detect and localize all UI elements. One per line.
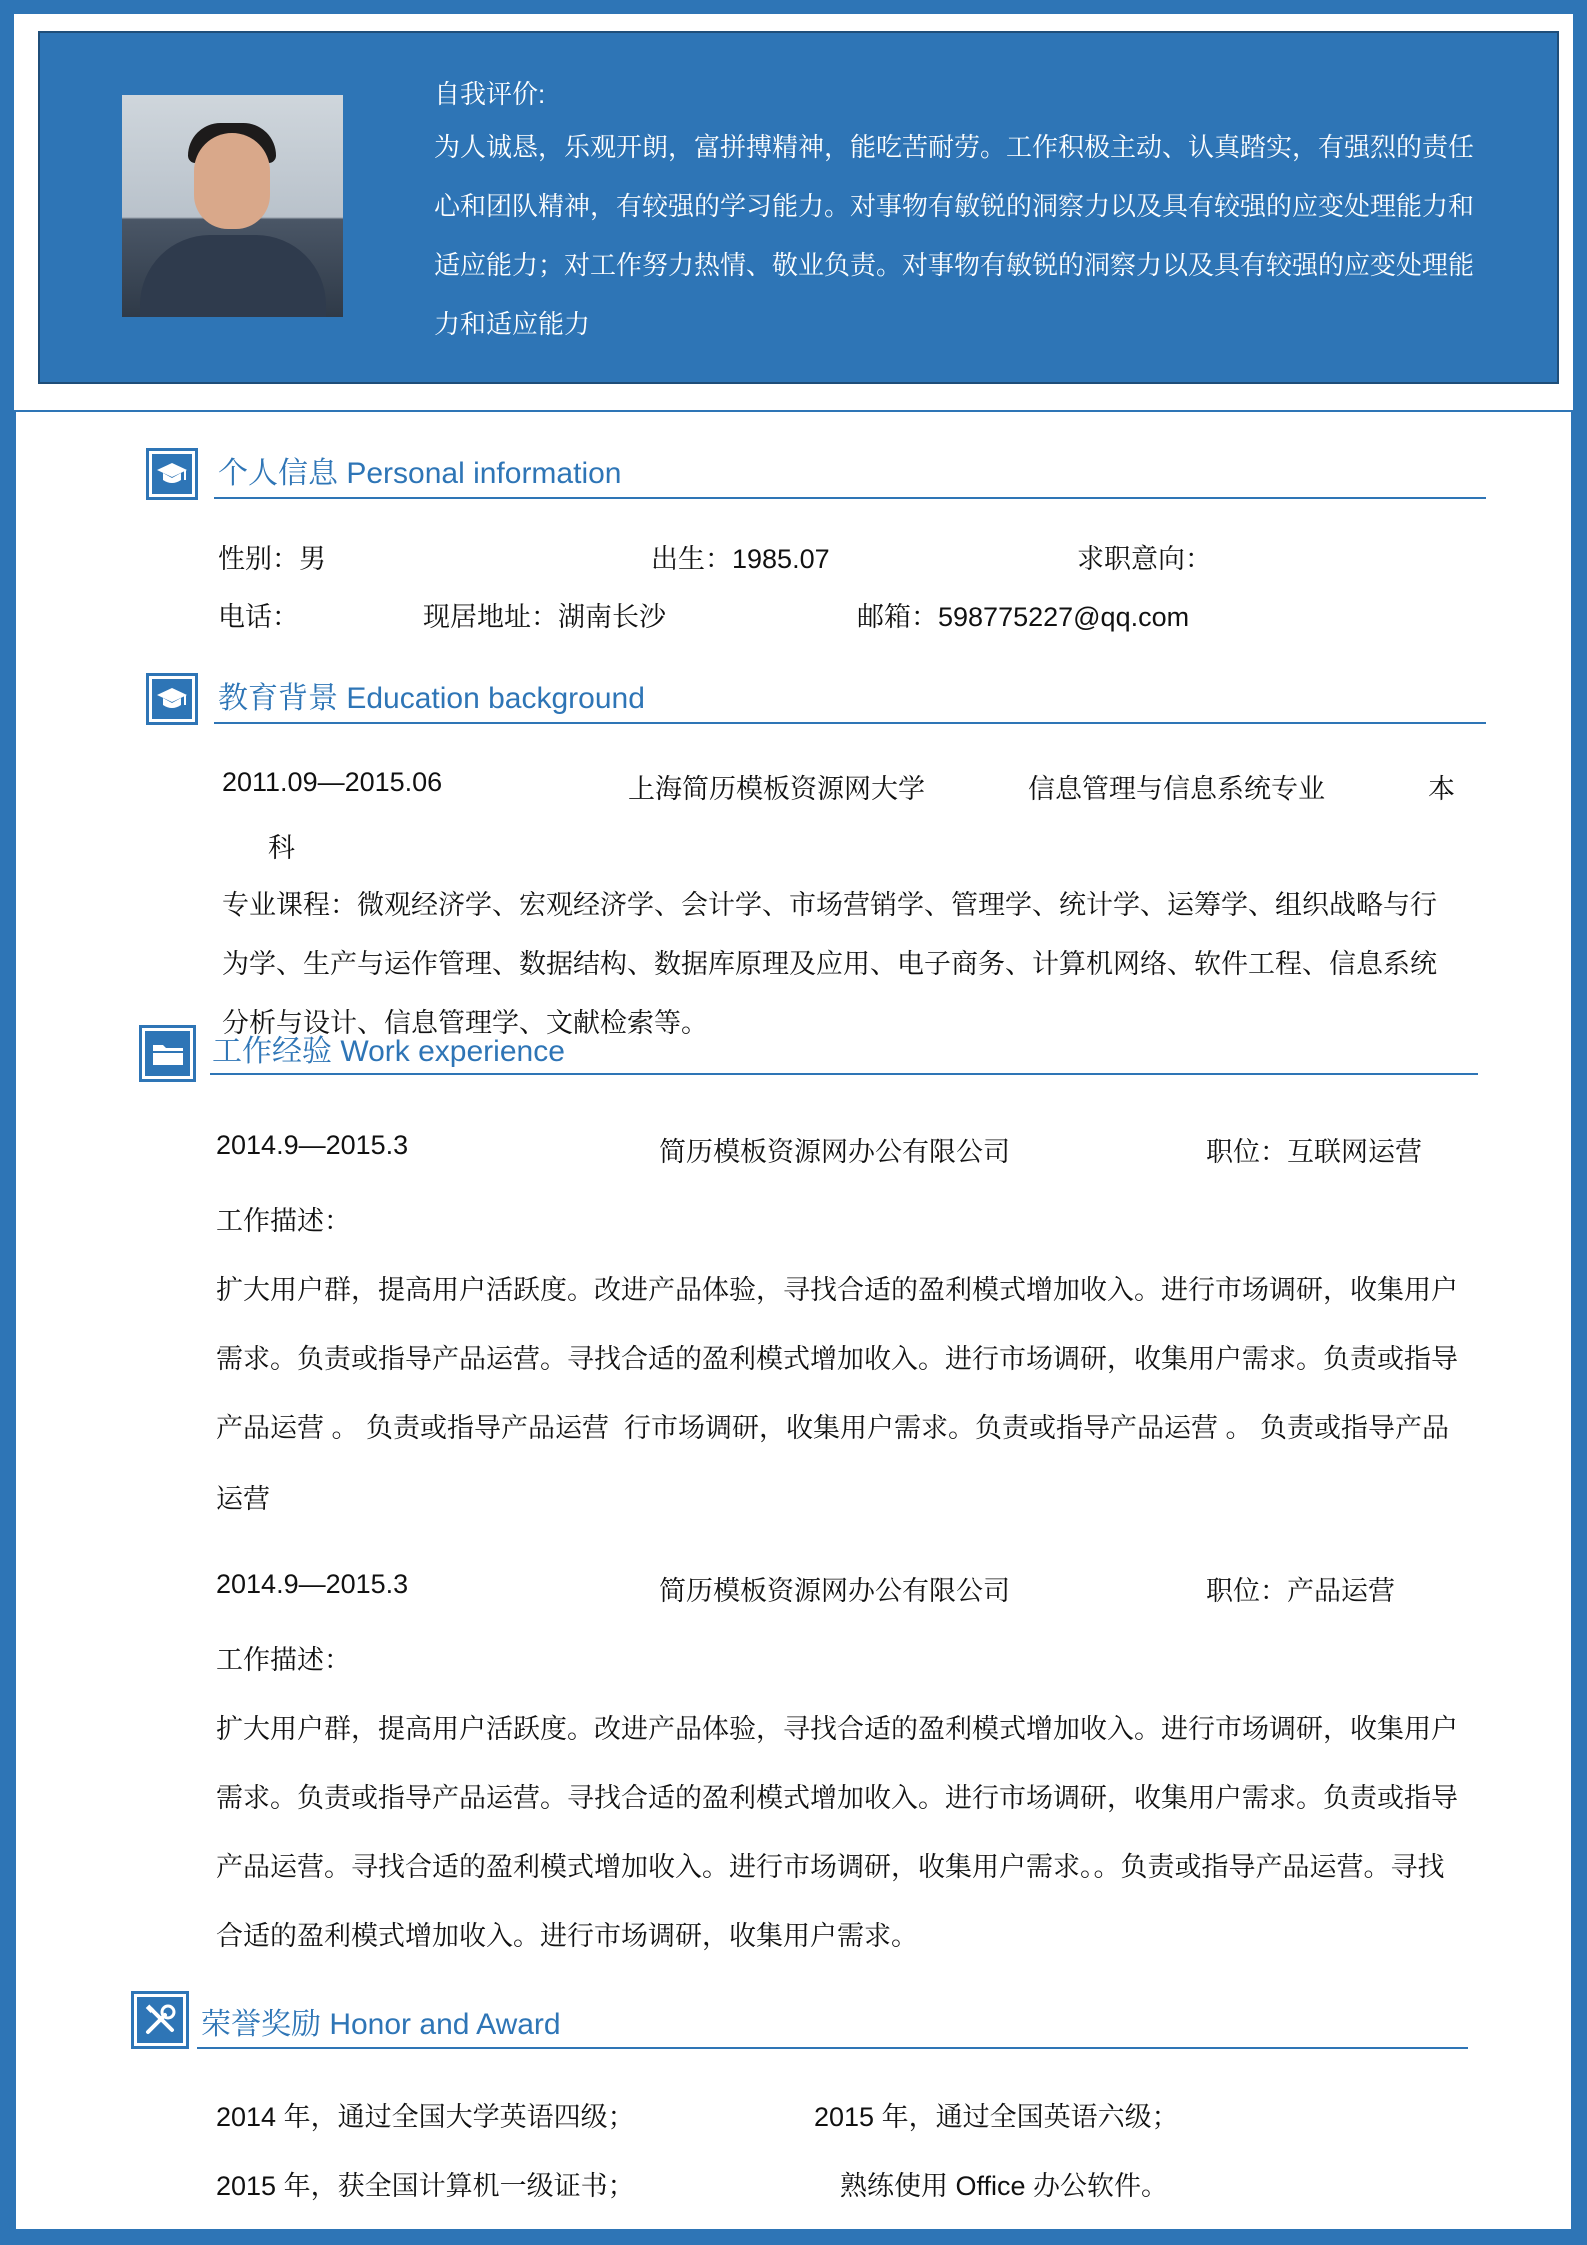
phone-field: 电话：	[218, 602, 299, 632]
body-frame-right	[1571, 410, 1587, 2245]
photo-body-shape	[140, 235, 326, 317]
job-period: 2014.9—2015.3	[216, 1130, 409, 1160]
education-degree-part2: 科	[268, 833, 295, 863]
section-title-honor: 荣誉奖励 Honor and Award	[201, 2008, 561, 2041]
folder-icon	[139, 1025, 196, 1082]
body-frame-top	[16, 410, 1571, 412]
address-field: 现居地址：湖南长沙	[423, 602, 666, 632]
email-field: 邮箱：598775227@qq.com	[857, 602, 1190, 632]
job-desc-line: 运营	[216, 1484, 270, 1514]
job-company: 简历模板资源网办公有限公司	[659, 1576, 1010, 1606]
honor-item: 2015 年，获全国计算机一级证书；	[216, 2171, 635, 2201]
section-divider-education	[214, 722, 1486, 724]
gender-field: 性别：男	[218, 544, 326, 574]
job-desc-line: 合适的盈利模式增加收入。进行市场调研，收集用户需求。	[216, 1921, 918, 1951]
education-school: 上海简历模板资源网大学	[628, 774, 925, 804]
profile-photo	[122, 95, 343, 317]
job-desc-line: 需求。负责或指导产品运营。寻找合适的盈利模式增加收入。进行市场调研，收集用户需求。负责或指导	[216, 1344, 1458, 1374]
body-frame-bottom	[0, 2229, 1587, 2245]
job-position: 职位：产品运营	[1206, 1576, 1395, 1606]
section-divider-honor	[197, 2047, 1468, 2049]
job-position: 职位：互联网运营	[1206, 1137, 1422, 1167]
photo-head-shape	[194, 133, 270, 229]
job-desc-line: 需求。负责或指导产品运营。寻找合适的盈利模式增加收入。进行市场调研，收集用户需求。负责或指导	[216, 1783, 1458, 1813]
job-desc-line: 产品运营 。 负责或指导产品运营 行市场调研，收集用户需求。负责或指导产品运营 。 负责或指导产品	[216, 1413, 1450, 1443]
tools-icon	[131, 1991, 189, 2049]
honor-item: 2015 年，通过全国英语六级；	[814, 2102, 1179, 2132]
education-courses: 专业课程：微观经济学、宏观经济学、会计学、市场营销学、管理学、统计学、运筹学、组织战略与行为学、生产与运作管理、数据结构、数据库原理及应用、电子商务、计算机网络、软件工程、信息系统分析与设计、信息管理学、文献检索等。	[222, 890, 1437, 1038]
job-company: 简历模板资源网办公有限公司	[659, 1137, 1010, 1167]
honor-item: 熟练使用 Office 办公软件。	[840, 2171, 1169, 2201]
graduation-cap-icon	[146, 448, 198, 500]
job-desc-line: 扩大用户群，提高用户活跃度。改进产品体验，寻找合适的盈利模式增加收入。进行市场调研，收集用户	[216, 1714, 1458, 1744]
education-degree-part1: 本	[1428, 774, 1455, 804]
job-desc-line: 产品运营。寻找合适的盈利模式增加收入。进行市场调研，收集用户需求。。负责或指导产品运营。寻找	[216, 1852, 1445, 1882]
body-frame-left	[0, 410, 16, 2245]
honor-item: 2014 年，通过全国大学英语四级；	[216, 2102, 635, 2132]
graduation-cap-icon	[146, 673, 198, 725]
education-major: 信息管理与信息系统专业	[1028, 774, 1325, 804]
section-title-personal: 个人信息 Personal information	[218, 457, 622, 490]
section-title-education: 教育背景 Education background	[218, 682, 645, 715]
job-desc-label: 工作描述：	[216, 1645, 351, 1675]
birth-field: 出生：1985.07	[651, 544, 830, 574]
self-eval-text: 为人诚恳，乐观开朗，富拼搏精神，能吃苦耐劳。工作积极主动、认真踏实，有强烈的责任心和团队精神，有较强的学习能力。对事物有敏锐的洞察力以及具有较强的应变处理能力和适应能力；对工作努力热情、敬业负责。对事物有敏锐的洞察力以及具有较强的应变处理能力和适应能力	[434, 132, 1475, 339]
section-divider-work	[210, 1073, 1478, 1075]
section-title-work: 工作经验 Work experience	[212, 1035, 565, 1068]
job-desc-label: 工作描述：	[216, 1206, 351, 1236]
job-intention-field: 求职意向：	[1077, 544, 1212, 574]
education-period: 2011.09—2015.06	[222, 767, 443, 797]
section-divider-personal	[214, 497, 1486, 499]
job-period: 2014.9—2015.3	[216, 1569, 409, 1599]
job-desc-line: 扩大用户群，提高用户活跃度。改进产品体验，寻找合适的盈利模式增加收入。进行市场调研，收集用户	[216, 1275, 1458, 1305]
self-eval-title: 自我评价:	[434, 79, 546, 109]
